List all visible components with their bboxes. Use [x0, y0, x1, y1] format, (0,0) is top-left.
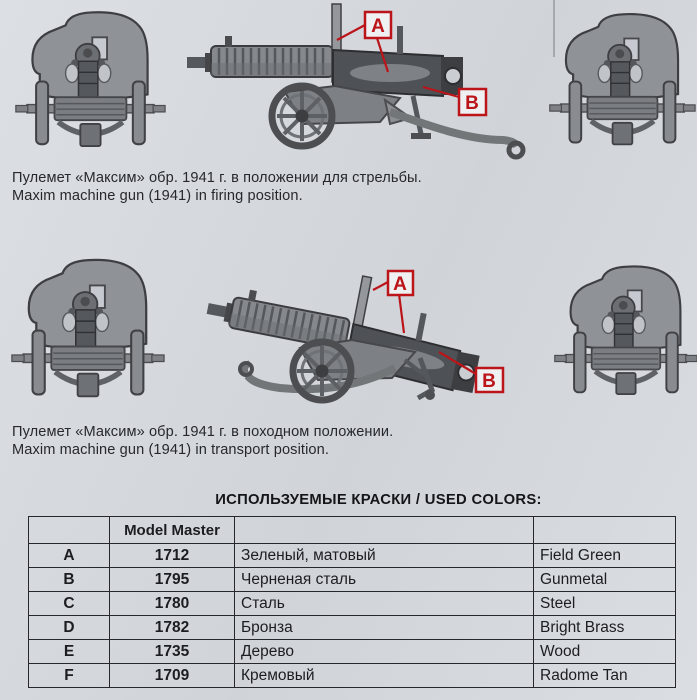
- paint-letter: A: [29, 544, 110, 568]
- table-row: [29, 544, 676, 568]
- paint-name-en: Field Green: [534, 544, 676, 568]
- table-row: [29, 664, 676, 688]
- header-letter-cell: [29, 517, 110, 544]
- paint-code: 1712: [110, 544, 235, 568]
- used-colors-heading-wrap: [0, 491, 697, 509]
- paint-letter: F: [29, 664, 110, 688]
- paint-name-ru: Бронза: [235, 616, 534, 640]
- paint-code: 1709: [110, 664, 235, 688]
- paint-name-ru: Зеленый, матовый: [235, 544, 534, 568]
- paint-code: 1780: [110, 592, 235, 616]
- header-brand-cell: Model Master: [110, 517, 235, 544]
- paint-name-en: Steel: [534, 592, 676, 616]
- front-view-firing-drawing: [14, 6, 166, 158]
- front-view-transport-drawing: [10, 250, 165, 412]
- paint-code: 1795: [110, 568, 235, 592]
- callout-letter-b: B: [465, 93, 479, 114]
- table-row: [29, 640, 676, 664]
- paint-letter: B: [29, 568, 110, 592]
- caption-firing-ru: Пулемет «Максим» обр. 1941 г. в положении для стрельбы.: [12, 170, 422, 186]
- header-name-ru-cell: [235, 517, 534, 544]
- caption-firing-en: Maxim machine gun (1941) in firing position.: [12, 187, 303, 204]
- colors-table-body: [29, 544, 676, 688]
- side-view-firing-drawing: [185, 0, 535, 170]
- paint-name-ru: Сталь: [235, 592, 534, 616]
- used-colors-table: [28, 516, 676, 688]
- callout-letter-a: A: [371, 16, 385, 37]
- paint-name-ru: Дерево: [235, 640, 534, 664]
- table-row: [29, 592, 676, 616]
- rear-view-transport-drawing: [553, 253, 697, 413]
- caption-firing: [12, 170, 422, 205]
- paint-letter: C: [29, 592, 110, 616]
- paint-name-en: Gunmetal: [534, 568, 676, 592]
- paint-name-en: Bright Brass: [534, 616, 676, 640]
- paint-name-ru: Черненая сталь: [235, 568, 534, 592]
- paint-code: 1735: [110, 640, 235, 664]
- paint-name-en: Radome Tan: [534, 664, 676, 688]
- table-header-row: [29, 517, 676, 544]
- paint-letter: E: [29, 640, 110, 664]
- paint-name-ru: Кремовый: [235, 664, 534, 688]
- table-row: [29, 616, 676, 640]
- caption-transport-ru: Пулемет «Максим» обр. 1941 г. в походном положении.: [12, 424, 394, 440]
- rear-view-firing-drawing: [548, 6, 696, 158]
- paint-name-en: Wood: [534, 640, 676, 664]
- caption-transport-en: Maxim machine gun (1941) in transport position.: [12, 441, 329, 458]
- callout-letter-a: A: [393, 274, 407, 295]
- paint-code: 1782: [110, 616, 235, 640]
- header-name-en-cell: [534, 517, 676, 544]
- callout-letter-b: B: [482, 371, 496, 392]
- table-row: [29, 568, 676, 592]
- caption-transport: [12, 424, 393, 459]
- used-colors-heading: ИСПОЛЬЗУЕМЫЕ КРАСКИ / USED COLORS:: [215, 492, 542, 508]
- paint-letter: D: [29, 616, 110, 640]
- side-view-transport-drawing: [180, 240, 530, 420]
